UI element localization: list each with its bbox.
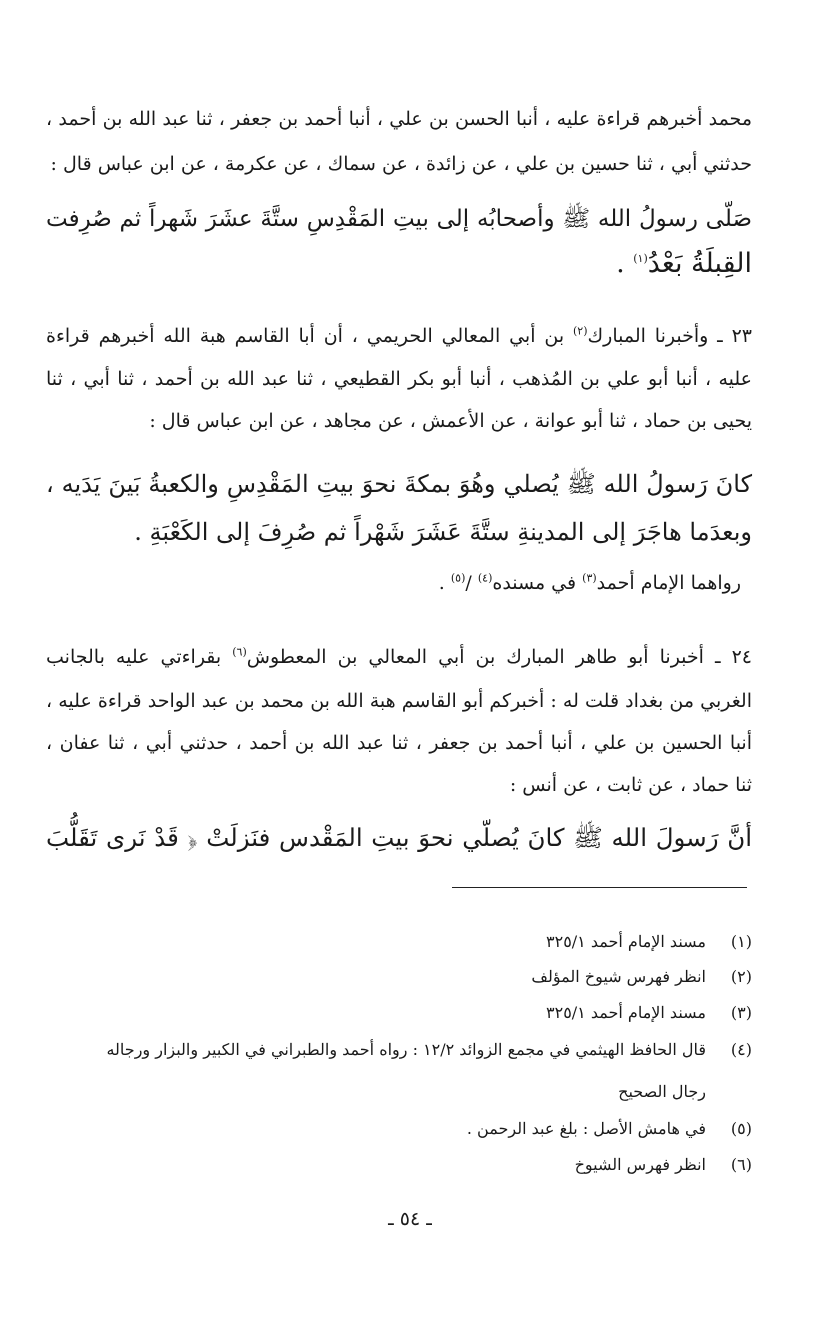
footnote: [46, 1157, 752, 1173]
footnote-text: في هامش الأصل : بلغ عبد الرحمن .: [466, 1119, 706, 1138]
footnote-text: انظر فهرس الشيوخ: [574, 1155, 706, 1174]
isnad-line: محمد أخبرهم قراءة عليه ، أنبا الحسن بن علي ، أنبا أحمد بن جعفر ، ثنا عبد الله بن أحمد ،: [46, 108, 752, 130]
hadith-text: وبعدَما هاجَرَ إلى المدينةِ ستَّةَ عَشَرَ شَهْراً ثم صُرِفَ إلى الكَعْبَةِ .: [134, 518, 752, 546]
footnote-ref: (١): [633, 252, 648, 265]
footnote-ref: (٦): [232, 645, 247, 659]
isnad-line: أنبا الحسين بن علي ، أنبا أحمد بن جعفر ، ثنا عبد الله بن أحمد ، حدثني أبي ، ثنا عفان ،: [46, 732, 752, 754]
footnote-number: (١): [730, 932, 752, 951]
footnote-text: انظر فهرس شيوخ المؤلف: [531, 967, 706, 986]
footnote: [46, 934, 752, 950]
footnote: [46, 1005, 752, 1021]
footnote-text: مسند الإمام أحمد ٣٢٥/١: [546, 932, 706, 951]
footnote-number: (٥): [730, 1119, 752, 1138]
hadith-text: أنَّ رَسولَ الله ﷺ كانَ يُصلّي نحوَ بيتِ المَقْدس فنَزلَتْ ﴿ قَدْ نَرى تَقَلُّبَ: [46, 823, 752, 852]
footnote: [46, 1121, 752, 1137]
isnad-line: ثنا حماد ، عن ثابت ، عن أنس :: [509, 774, 752, 796]
footnote-ref: (٥): [450, 571, 466, 585]
footnote-ref: (٢): [572, 324, 588, 338]
page-number: ـ ٥٤ ـ: [388, 1208, 432, 1230]
footnote-continuation: رجال الصحيح: [618, 1082, 706, 1101]
hadith-text: القِبلَةُ بَعْدُ$^{(١)}$ .: [616, 248, 752, 279]
footnote-divider: [452, 887, 747, 888]
footnote-text: مسند الإمام أحمد ٣٢٥/١: [546, 1003, 706, 1022]
isnad-line: حدثني أبي ، ثنا حسين بن علي ، عن زائدة ، عن سماك ، عن عكرمة ، عن ابن عباس قال :: [50, 153, 752, 175]
footnote-ref: (٤): [477, 571, 493, 585]
footnote: [46, 969, 752, 985]
isnad-line: الغربي من بغداد قلت له : أخبركم أبو القاسم هبة الله بن محمد بن عبد الواحد قراءة عليه ،: [46, 690, 752, 712]
isnad-line: عليه ، أنبا أبو علي بن المُذهب ، أنبا أبو بكر القطيعي ، ثنا عبد الله بن أحمد ، ثنا أبي ، ثنا: [46, 368, 752, 390]
isnad-line: يحيى بن حماد ، ثنا أبو عوانة ، عن الأعمش ، عن مجاهد ، عن ابن عباس قال :: [149, 410, 752, 432]
footnote-number: (٦): [730, 1155, 752, 1174]
hadith-text: صَلّى رسولُ الله ﷺ وأصحابُه إلى بيتِ المَقْدِسِ ستَّةَ عشَرَ شَهراً ثم صُرِفت: [46, 206, 752, 232]
footnote-number: (٤): [730, 1040, 752, 1059]
footnote-number: (٣): [730, 1003, 752, 1022]
footnote: [46, 1042, 752, 1058]
footnote-text: قال الحافظ الهيثمي في مجمع الزوائد ١٢/٢ : رواه أحمد والطبراني في الكبير والبزار ورجاله: [106, 1040, 706, 1059]
hadith-text: كانَ رَسولُ الله ﷺ يُصلي وهُوَ بمكةَ نحوَ بيتِ المَقْدِسِ والكعبةُ بَينَ يَدَيه ،: [46, 470, 753, 498]
isnad-line: ٢٤ ـ أخبرنا أبو طاهر المبارك بن أبي المعالي بن المعطوش$^{(٦)}$ بقراءتي عليه بالجانب: [46, 645, 752, 668]
footnote-number: (٢): [730, 967, 752, 986]
footnote-ref: (٣): [582, 571, 597, 585]
attribution-line: رواهما الإمام أحمد$^{(٣)}$ في مسنده$^{(٤)}$ /$^{(٥)}$ .: [438, 571, 741, 594]
isnad-line: ٢٣ ـ وأخبرنا المبارك$^{(٢)}$ بن أبي المعالي الحريمي ، أن أبا القاسم هبة الله أخبرهم قراءة: [46, 324, 752, 347]
